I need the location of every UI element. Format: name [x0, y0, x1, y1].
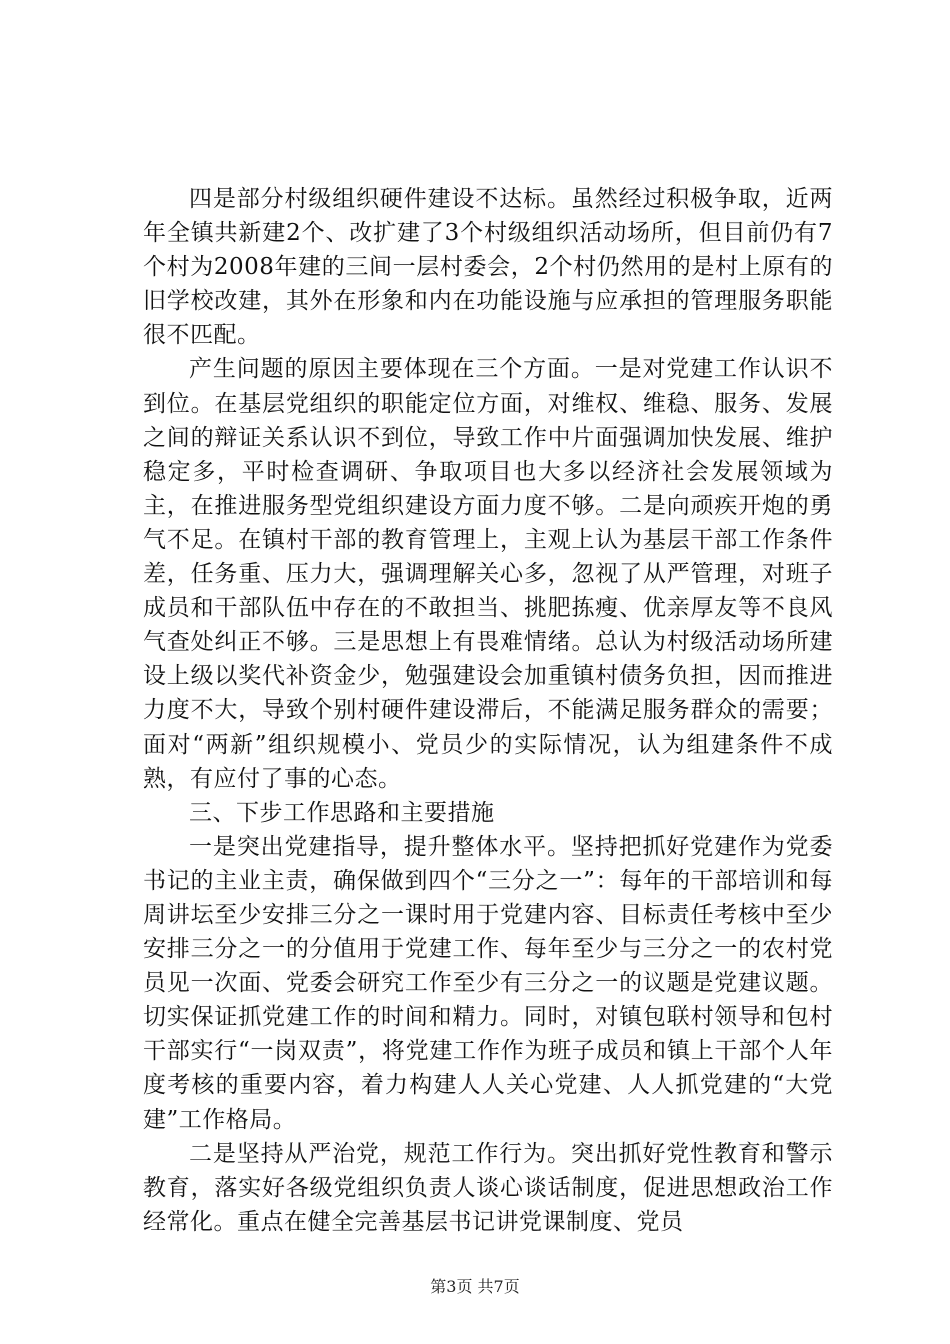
paragraph-hardware-construction: 四是部分村级组织硬件建设不达标。虽然经过积极争取，近两年全镇共新建2个、改扩建了3个村级组织活动场所，但目前仍有7个村为2008年建的三间一层村委会，2个村仍然用的是村上原有的旧学校改建，其外在形象和内在功能设施与应承担的管理服务职能很不匹配。 — [143, 186, 833, 349]
paragraph-strict-governance: 二是坚持从严治党，规范工作行为。突出抓好党性教育和警示教育，落实好各级党组织负责人谈心谈话制度，促进思想政治工作经常化。重点在健全完善基层书记讲党课制度、党员 — [143, 1140, 833, 1235]
paragraph-problem-causes: 产生问题的原因主要体现在三个方面。一是对党建工作认识不到位。在基层党组织的职能定位方面，对维权、维稳、服务、发展之间的辩证关系认识不到位，导致工作中片面强调加快发展、维护稳定多，平时检查调研、争取项目也大多以经济社会发展领域为主，在推进服务型党组织建设方面力度不够。二是向顽疾开炮的勇气不足。在镇村干部的教育管理上，主观上认为基层干部工作条件差，任务重、压力大，强调理解关心多，忽视了从严管理，对班子成员和干部队伍中存在的不敢担当、挑肥拣瘦、优亲厚友等不良风气查处纠正不够。三是思想上有畏难情绪。总认为村级活动场所建设上级以奖代补资金少，勉强建设会加重镇村债务负担，因而推进力度不大，导致个别村硬件建设滞后，不能满足服务群众的需要；面对“两新”组织规模小、党员少的实际情况，认为组建条件不成熟，有应付了事的心态。 — [143, 356, 833, 792]
page-footer: 第3页 共7页 — [430, 1277, 520, 1296]
section-heading: 三、下步工作思路和主要措施 — [189, 799, 495, 826]
paragraph-party-building-guidance: 一是突出党建指导，提升整体水平。坚持把抓好党建作为党委书记的主业主责，确保做到四个“三分之一”：每年的干部培训和每周讲坛至少安排三分之一课时用于党建内容、目标责任考核中至少安排三分之一的分值用于党建工作、每年至少与三分之一的农村党员见一次面、党委会研究工作至少有三分之一的议题是党建议题。切实保证抓党建工作的时间和精力。同时，对镇包联村领导和包村干部实行“一岗双责”，将党建工作作为班子成员和镇上干部个人年度考核的重要内容，着力构建人人关心党建、人人抓党建的“大党建”工作格局。 — [143, 833, 833, 1133]
document-body — [143, 182, 833, 1239]
